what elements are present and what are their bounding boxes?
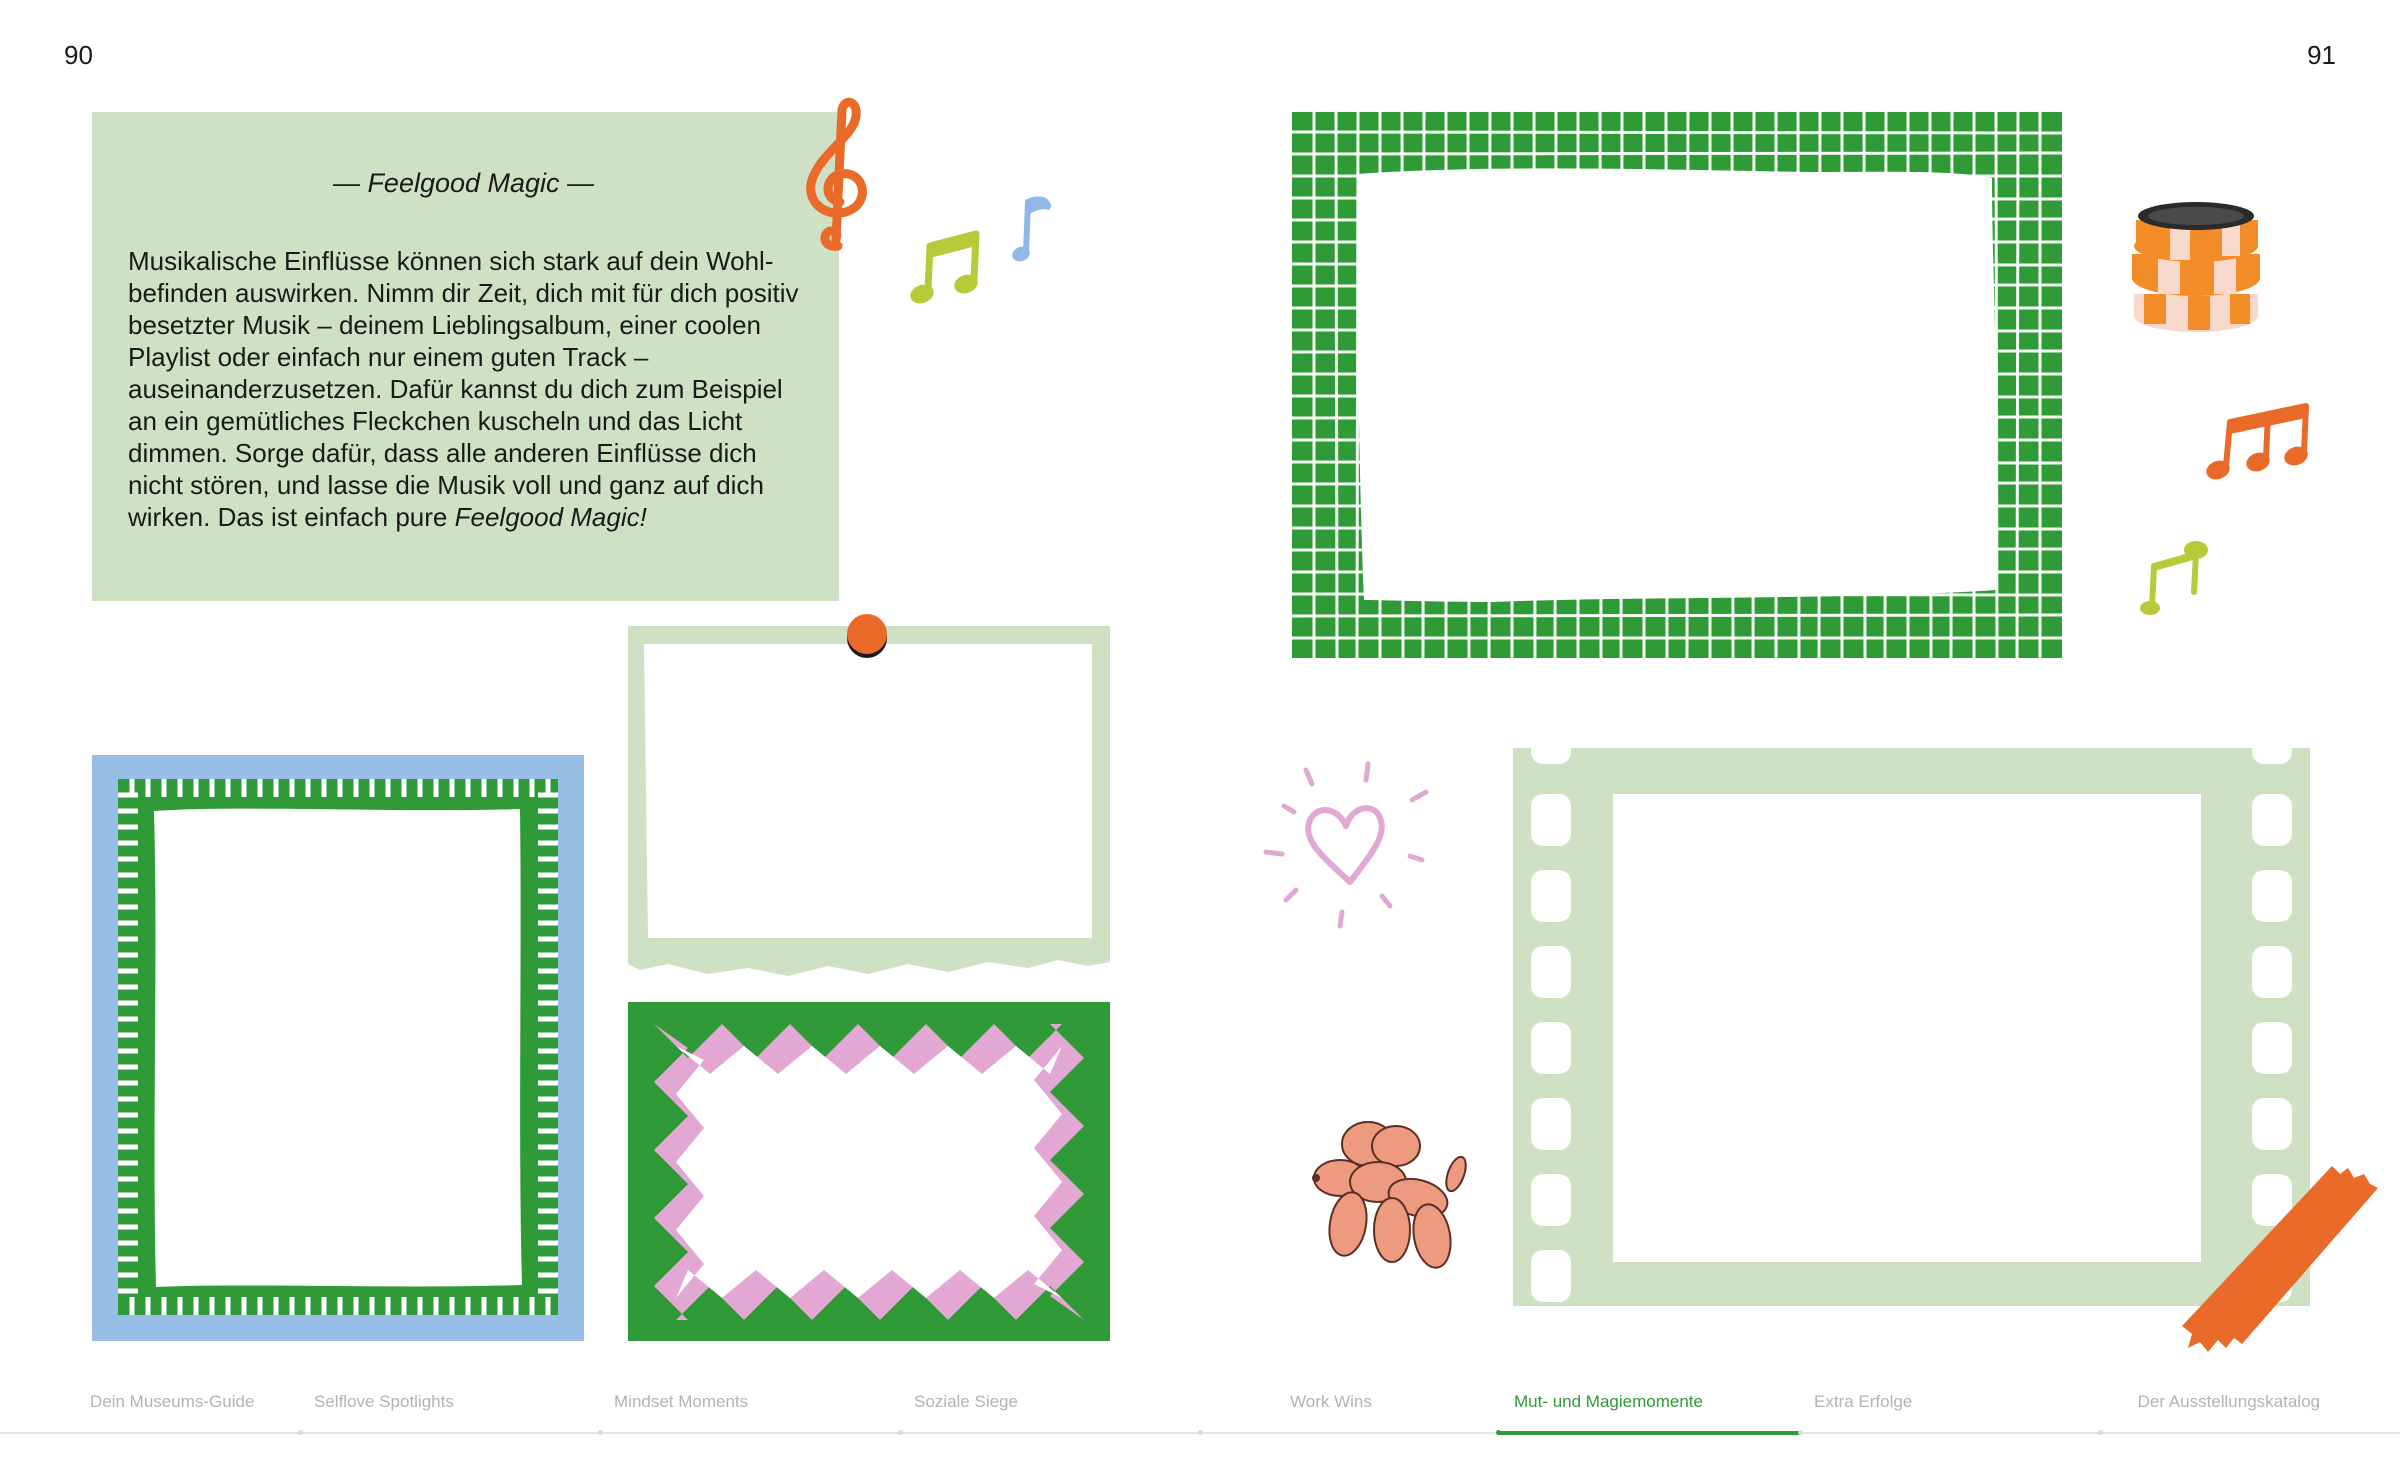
grid-frame bbox=[1292, 112, 2062, 658]
nav-active-indicator bbox=[1498, 1431, 1800, 1435]
info-box bbox=[92, 112, 839, 601]
nav-item-extra-erfolge[interactable]: Extra Erfolge bbox=[1814, 1392, 1913, 1411]
nav-tick-active bbox=[1496, 1430, 1501, 1435]
nav-tick bbox=[1798, 1430, 1803, 1435]
nav-tick bbox=[598, 1430, 603, 1435]
nav-item-selflove-spotlights[interactable]: Selflove Spotlights bbox=[314, 1392, 454, 1411]
striped-frame bbox=[92, 755, 584, 1341]
nav-item-soziale-siege[interactable]: Soziale Siege bbox=[914, 1392, 1018, 1411]
info-box-text: Musikalische Einflüsse können sich stark auf dein Wohl-befinden auswirken. Nimm dir Zeit, dich mit für dich positiv besetzter Musik – deinem Lieblingsalbum, einer coolen Playlist oder einfach nur einem guten Track – auseinanderzusetzen. Dafür kannst du dich zum Beispiel an ein gemütliches Fleckchen kuscheln und das Licht dimmen. Sorge dafür, dass alle anderen Einflüsse dich nicht stören, und lasse die Musik voll und ganz auf dich wirken. Das ist einfach pure bbox=[128, 246, 799, 532]
page-number-left: 90 bbox=[64, 40, 93, 70]
tape-strip bbox=[2182, 1162, 2378, 1358]
push-pin-icon bbox=[845, 612, 889, 660]
balloon-dog-icon bbox=[1308, 1116, 1476, 1284]
eighth-note-icon bbox=[910, 228, 988, 312]
nav-tick bbox=[298, 1430, 303, 1435]
sixteenth-note-icon bbox=[1012, 194, 1056, 264]
zigzag-frame bbox=[628, 1002, 1110, 1341]
info-box-title: — Feelgood Magic — bbox=[332, 168, 595, 198]
heart-doodle-icon bbox=[1262, 760, 1432, 930]
eighth-note-small-icon bbox=[2140, 538, 2216, 618]
nav-item-mut-und-magiemomente[interactable]: Mut- und Magiemomente bbox=[1514, 1392, 1703, 1411]
nav-item-work-wins[interactable]: Work Wins bbox=[1290, 1392, 1372, 1411]
section-nav bbox=[0, 1380, 2400, 1440]
nav-item-ausstellungskatalog[interactable]: Der Ausstellungskatalog bbox=[2137, 1392, 2320, 1411]
nav-item-mindset-moments[interactable]: Mindset Moments bbox=[614, 1392, 749, 1411]
info-box-emphasis: Feelgood Magic! bbox=[454, 502, 647, 532]
nav-tick bbox=[898, 1430, 903, 1435]
nav-item-museums-guide[interactable]: Dein Museums-Guide bbox=[90, 1392, 255, 1411]
page-number-right: 91 bbox=[2307, 40, 2336, 70]
nav-tick bbox=[1198, 1430, 1203, 1435]
treble-clef-icon bbox=[790, 96, 880, 251]
stacked-rings-icon bbox=[2130, 198, 2264, 334]
torn-paper-frame bbox=[628, 626, 1110, 982]
info-box-body bbox=[128, 245, 799, 533]
beamed-notes-icon bbox=[2206, 400, 2312, 484]
nav-tick bbox=[2098, 1430, 2103, 1435]
